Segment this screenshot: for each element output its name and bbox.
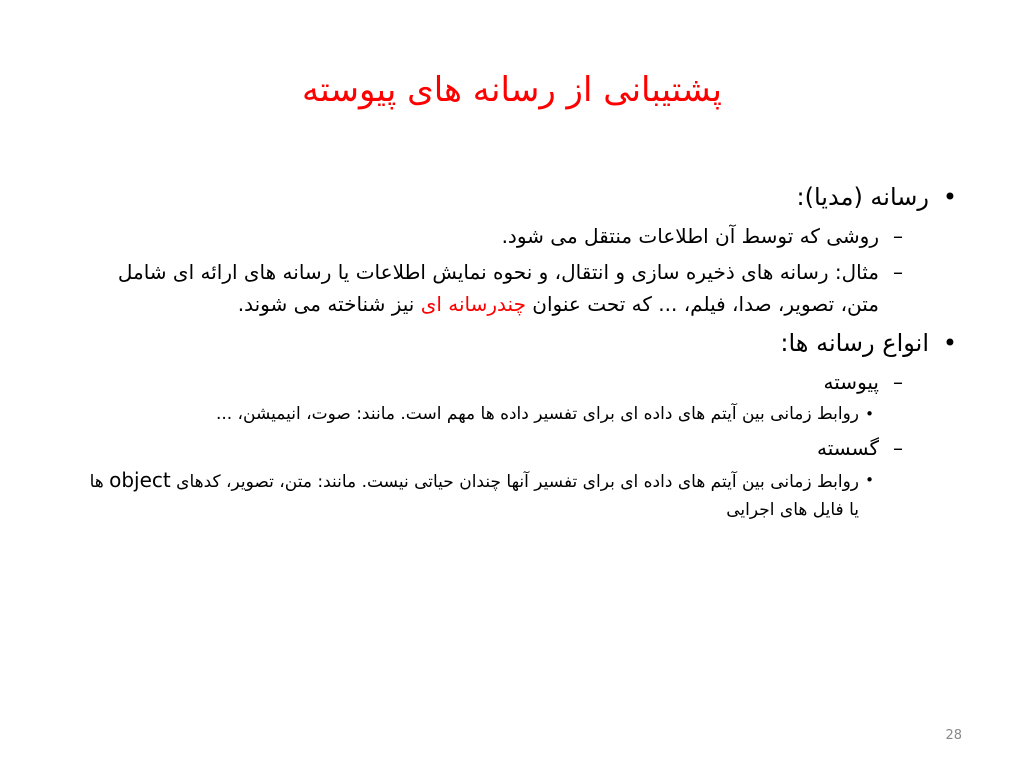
bullet-icon: • <box>865 405 874 423</box>
sub-bullet-example <box>79 256 969 320</box>
detail-discrete <box>79 466 969 524</box>
dash-icon: – <box>893 224 903 248</box>
bullet-icon: • <box>942 183 957 211</box>
sub-bullet-discrete-text: گسسته <box>817 436 879 460</box>
detail-discrete-text <box>89 468 859 520</box>
bullet-media <box>79 178 969 216</box>
slide-title: پشتیبانی از رسانه های پیوسته <box>302 70 722 110</box>
dash-icon: – <box>893 436 903 460</box>
dash-icon: – <box>893 260 903 284</box>
dash-icon: – <box>893 370 903 394</box>
sub-bullet-continuous-text: پیوسته <box>823 370 879 394</box>
example-text-before: مثال: رسانه های ذخیره سازی و انتقال، و نحوه نمایش اطلاعات یا رسانه های ارائه ای شامل متن، تصویر، صدا، فیلم، ... که تحت عنوان <box>117 260 879 316</box>
page-number: 28 <box>945 728 962 743</box>
detail-discrete-after: ها یا فایل های اجرایی <box>89 472 859 520</box>
detail-continuous <box>79 400 969 428</box>
bullet-media-types-text: انواع رسانه ها: <box>780 329 929 357</box>
multimedia-highlight: چندرسانه ای <box>420 292 526 316</box>
bullet-icon: • <box>865 471 874 489</box>
sub-bullet-definition <box>79 220 969 252</box>
sub-bullet-definition-text: روشی که توسط آن اطلاعات منتقل می شود. <box>501 224 879 248</box>
sub-bullet-discrete <box>79 432 969 464</box>
sub-bullet-continuous <box>79 366 969 398</box>
detail-discrete-latin: object <box>109 468 171 492</box>
sub-bullet-example-text <box>118 260 879 316</box>
slide-content <box>79 178 969 524</box>
example-text-after: نیز شناخته می شوند. <box>237 292 421 316</box>
bullet-media-text: رسانه (مدیا): <box>796 183 929 211</box>
detail-continuous-text: روابط زمانی بین آیتم های داده ای برای تفسیر داده ها مهم است. مانند: صوت، انیمیشن، ... <box>215 404 859 424</box>
detail-discrete-before: روابط زمانی بین آیتم های داده ای برای تفسیر آنها چندان حیاتی نیست. مانند: متن، تصویر، کدهای <box>170 472 859 492</box>
bullet-media-types <box>79 324 969 362</box>
bullet-icon: • <box>942 329 957 357</box>
